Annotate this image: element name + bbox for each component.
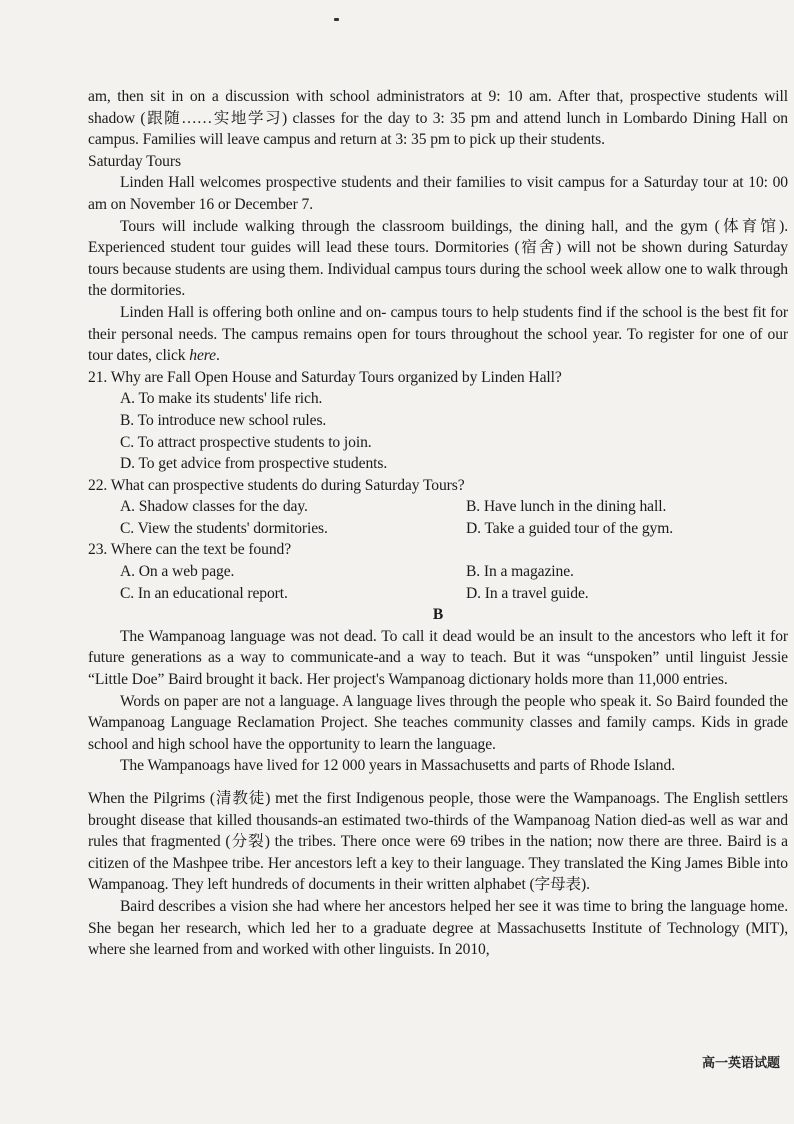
question-22 [88,475,788,540]
option-d: D. To get advice from prospective students. [120,455,388,473]
passage-a-paragraph: Linden Hall welcomes prospective students and their families to visit campus for a Saturday tour at 10: 00 am on November 16 or December 7. [88,174,788,213]
passage-b-paragraph: Words on paper are not a language. A language lives through the people who speak it. So Baird founded the Wampanoag Language Reclamation Project. She teaches community classes and family camps. Kids in grade school and high school have the opportunity to learn the language. [88,692,788,753]
passage-a-paragraph: Tours will include walking through the classroom buildings, the dining hall, and the gym (体育馆). Experienced student tour guides will lead these tours. Dormitories (宿舍) will not be shown during Saturday tours because students are using them. Individual campus tours during the school week allow one to walk through the dormitories. [88,217,788,300]
passage-b-paragraph: The Wampanoag language was not dead. To call it dead would be an insult to the ancestors who left it for future generations as a way to communicate-and a way to teach. But it was “unspoken” until linguist Jessie “Little Doe” Baird brought it back. Her project's Wampanoag dictionary holds more than 11,000 entries. [88,627,788,689]
option-d: D. In a travel guide. [466,584,589,602]
option-b: B. To introduce new school rules. [120,411,327,429]
question-stem: 23. Where can the text be found? [88,541,292,559]
passage-b-letter: B [432,606,444,624]
options-grid [120,496,788,539]
question-stem: 21. Why are Fall Open House and Saturday Tours organized by Linden Hall? [88,368,562,386]
option-a: A. To make its students' life rich. [120,390,323,408]
option-c: C. View the students' dormitories. [120,519,328,537]
passage-b-paragraph: The Wampanoags have lived for 12 000 years in Massachusetts and parts of Rhode Island. [120,757,675,775]
page-footer-label: 高一英语试题 [701,1056,780,1071]
option-a: A. Shadow classes for the day. [120,498,308,516]
question-21 [88,367,788,475]
passage-b-paragraph: Baird describes a vision she had where her ancestors helped her see it was time to bring the language home. She began her research, which led her to a graduate degree at Massachusetts Institute of Technology (MIT), where she learned from and worked with other linguists. In 2010, [88,897,788,959]
option-a: A. On a web page. [120,563,235,581]
option-b: B. Have lunch in the dining hall. [466,498,667,516]
exam-page [88,86,788,961]
passage-a-paragraph [88,302,788,367]
question-23 [88,539,788,604]
option-b: B. In a magazine. [466,563,574,581]
paragraph-text: . [216,347,220,365]
passage-a-paragraph: am, then sit in on a discussion with school administrators at 9: 10 am. After that, prospective students will shadow (跟随……实地学习) classes for the day to 3: 35 pm and attend lunch in Lombardo Dining Hall on campus. Families will leave campus and return at 3: 35 pm to pick up their students. [88,88,788,149]
question-stem: 22. What can prospective students do during Saturday Tours? [88,476,465,494]
option-d: D. Take a guided tour of the gym. [466,519,674,537]
passage-b-paragraph: When the Pilgrims (清教徒) met the first Indigenous people, those were the Wampanoags. The English settlers brought disease that killed thousands-an estimated two-thirds of the Wampanoag Nation died-as well as war and rules that fragmented (分裂) the tribes. There once were 69 tribes in the nation; now there are three. Baird is a citizen of the Mashpee tribe. Her ancestors left a key to their language. They translated the King James Bible into Wampanoag. They left hundreds of documents in their written alphabet (字母表). [88,790,788,894]
option-c: C. In an educational report. [120,584,288,602]
options-grid [120,561,788,604]
print-mark [334,18,339,21]
section-heading: Saturday Tours [88,152,181,170]
option-c: C. To attract prospective students to join. [120,433,372,451]
paragraph-gap [88,777,788,788]
register-link[interactable]: here [189,347,216,365]
paragraph-text: Linden Hall is offering both online and on- campus tours to help students find if the school is the best fit for their personal needs. The campus remains open for tours throughout the school year. To register for one of our tour dates, click [88,303,788,365]
